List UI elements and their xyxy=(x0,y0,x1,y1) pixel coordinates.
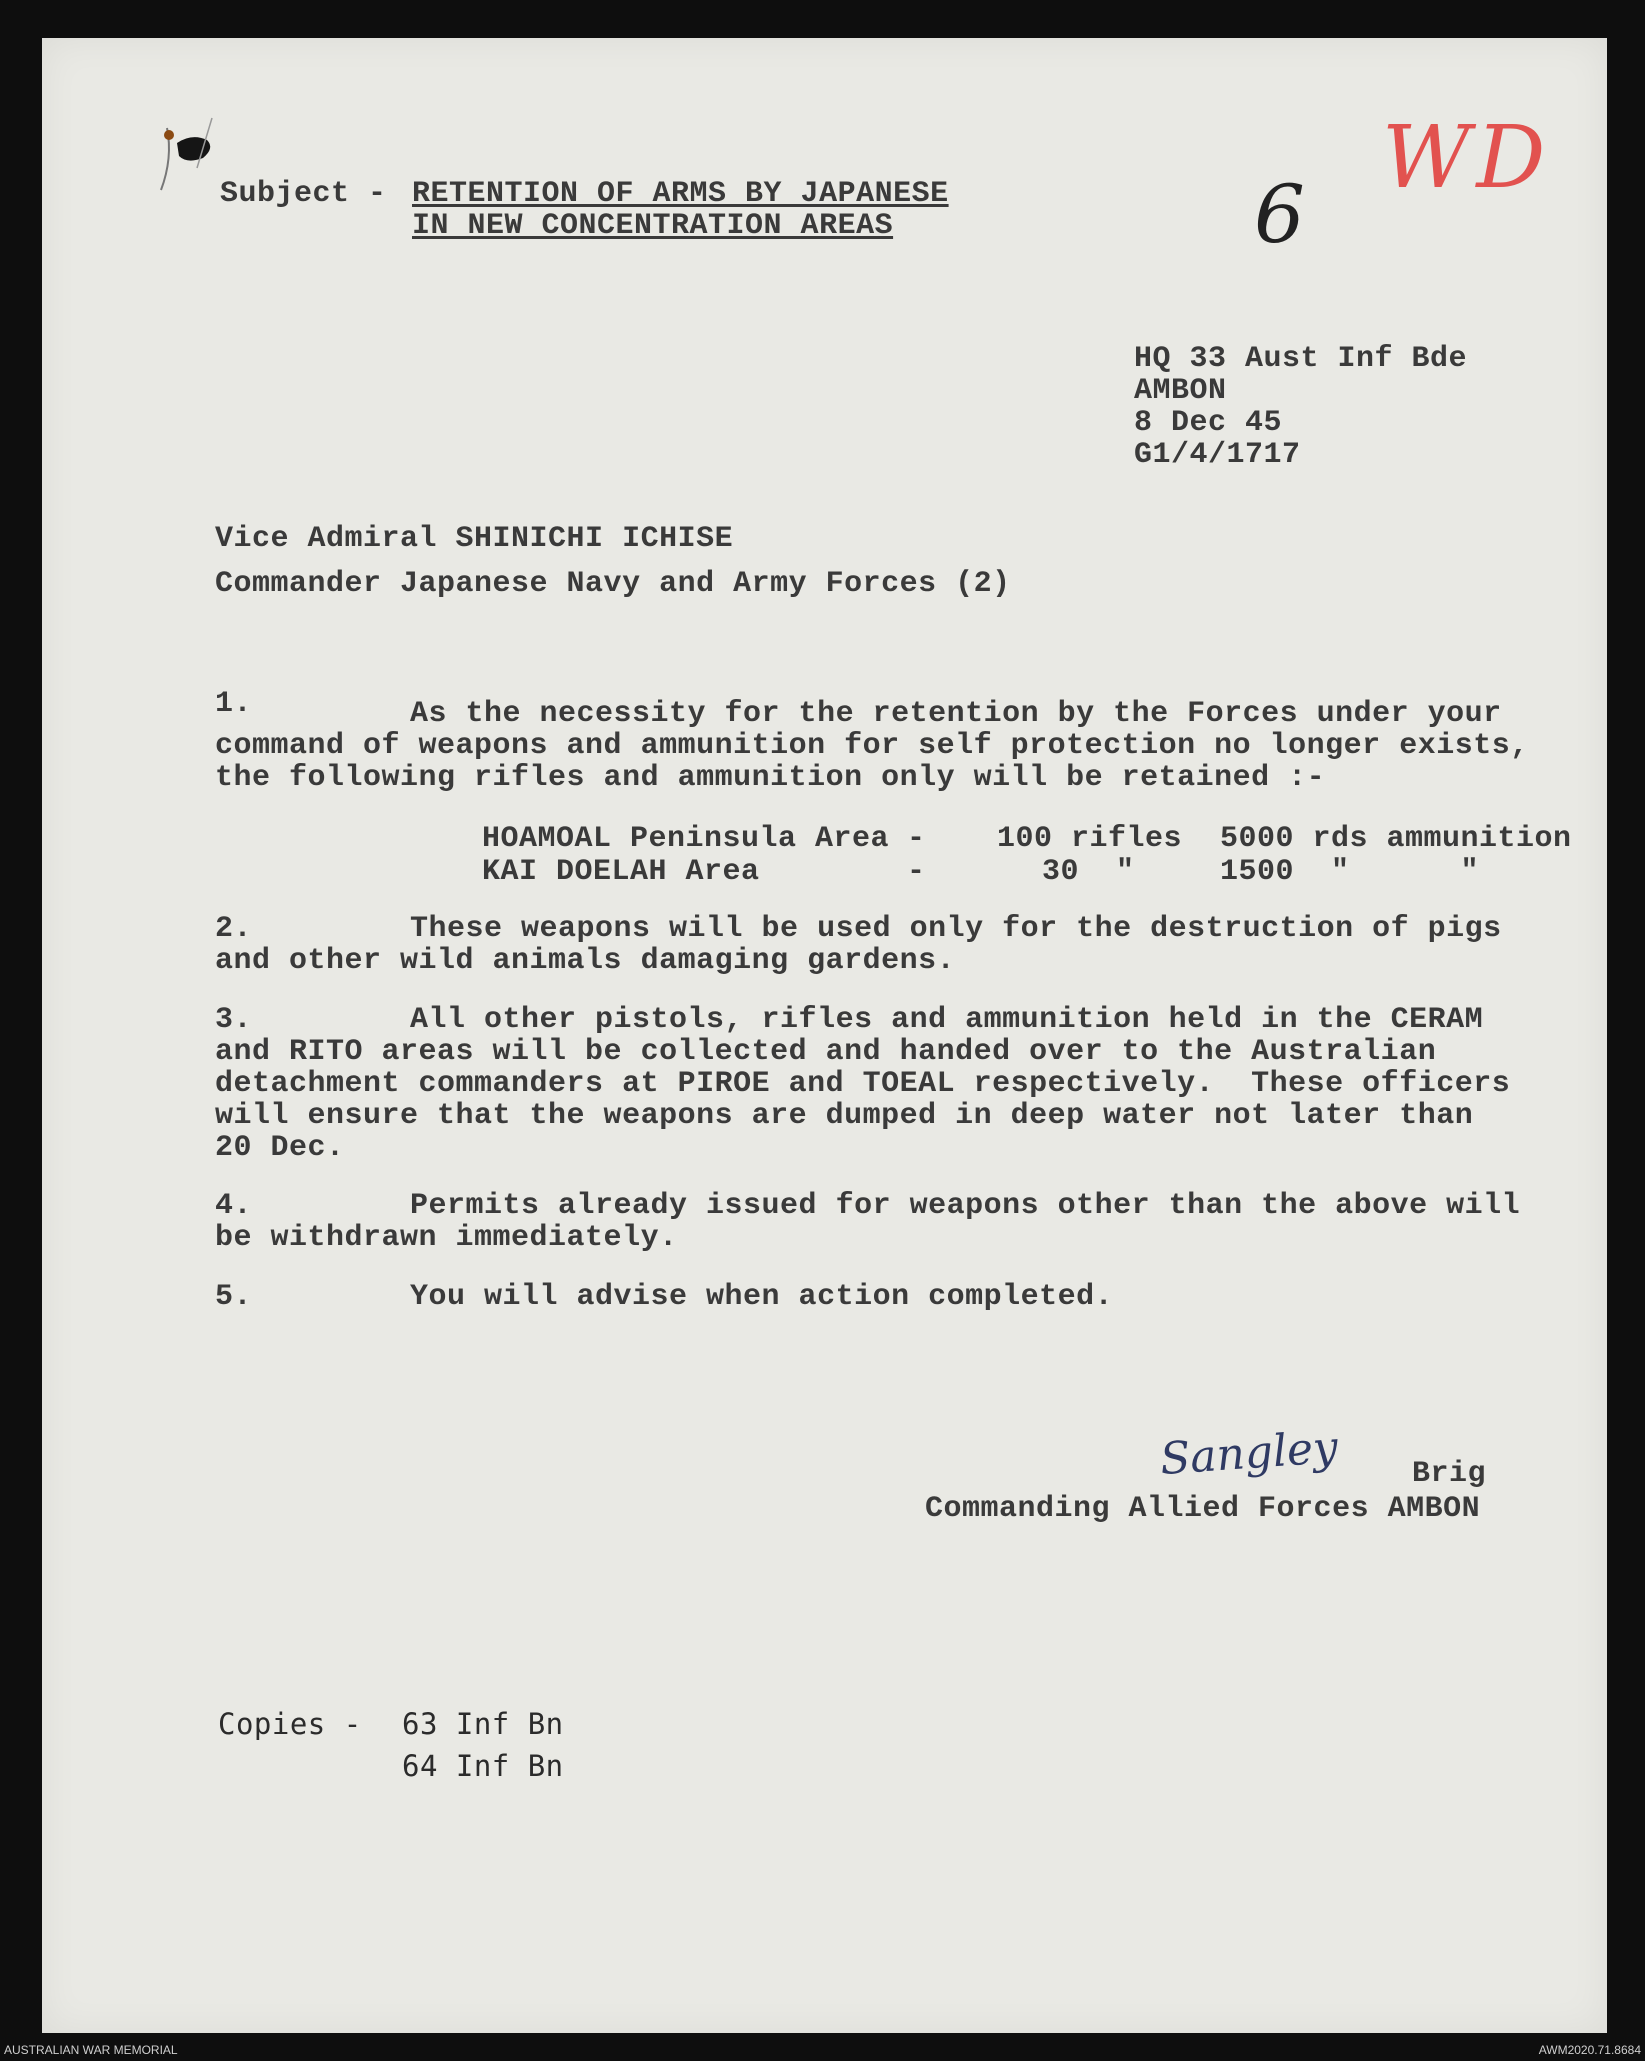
signature-title: Commanding Allied Forces AMBON xyxy=(925,1492,1481,1526)
paragraph-5-number: 5. xyxy=(215,1280,253,1314)
paragraph-4-number: 4. xyxy=(215,1189,253,1223)
handwritten-signature: Sangley xyxy=(1158,1421,1340,1486)
paragraph-2-line-2: and other wild animals damaging gardens. xyxy=(215,944,956,978)
paragraph-3-line-2: and RITO areas will be collected and handed over to the Australian xyxy=(215,1035,1437,1069)
allocation-row-2-area: KAI DOELAH Area xyxy=(482,855,760,889)
allocation-row-1-dash: - xyxy=(907,822,926,856)
paragraph-1-line-2: command of weapons and ammunition for self protection no longer exists, xyxy=(215,729,1529,763)
paragraph-5-line-1: You will advise when action completed. xyxy=(410,1280,1114,1314)
header-place: AMBON xyxy=(1134,374,1227,408)
paragraph-2-line-1: These weapons will be used only for the destruction of pigs xyxy=(410,912,1502,946)
header-ref: G1/4/1717 xyxy=(1134,438,1301,472)
header-date: 8 Dec 45 xyxy=(1134,406,1283,440)
header-unit: HQ 33 Aust Inf Bde xyxy=(1134,342,1468,376)
subject-label: Subject - xyxy=(220,177,387,211)
paragraph-1-number: 1. xyxy=(215,687,253,721)
paragraph-3-line-4: will ensure that the weapons are dumped in deep water not later than xyxy=(215,1099,1474,1133)
paragraph-1-line-1: As the necessity for the retention by the Forces under your xyxy=(410,697,1502,731)
paragraph-3-line-3: detachment commanders at PIROE and TOEAL respectively. These officers xyxy=(215,1067,1511,1101)
allocation-row-2-dash: - xyxy=(907,855,926,889)
wd-annotation: WD xyxy=(1382,108,1552,208)
paragraph-3-number: 3. xyxy=(215,1003,253,1037)
addressee-name: Vice Admiral SHINICHI ICHISE xyxy=(215,522,734,556)
addressee-title: Commander Japanese Navy and Army Forces (2) xyxy=(215,567,1011,601)
paragraph-4-line-2: be withdrawn immediately. xyxy=(215,1221,678,1255)
copies-item-2: 64 Inf Bn xyxy=(402,1749,564,1783)
paragraph-3-line-5: 20 Dec. xyxy=(215,1131,345,1165)
document-page xyxy=(42,38,1607,2033)
page-number-annotation: 6 xyxy=(1254,168,1305,261)
paragraph-1-line-3: the following rifles and ammunition only will be retained :- xyxy=(215,761,1326,795)
allocation-row-2-ammo: 1500 " " xyxy=(1220,855,1480,889)
subject-line-1: RETENTION OF ARMS BY JAPANESE xyxy=(412,177,949,211)
paragraph-2-number: 2. xyxy=(215,912,253,946)
signature-rank: Brig xyxy=(1412,1457,1487,1491)
allocation-row-1-area: HOAMOAL Peninsula Area xyxy=(482,822,890,856)
paragraph-4-line-1: Permits already issued for weapons other than the above will xyxy=(410,1189,1521,1223)
allocation-row-1-rifles: 100 rifles xyxy=(997,822,1183,856)
copies-item-1: 63 Inf Bn xyxy=(402,1707,564,1741)
allocation-row-2-rifles: 30 " xyxy=(1042,855,1135,889)
subject-line-2: IN NEW CONCENTRATION AREAS xyxy=(412,209,894,243)
allocation-row-1-ammo: 5000 rds ammunition xyxy=(1220,822,1572,856)
paragraph-3-line-1: All other pistols, rifles and ammunition held in the CERAM xyxy=(410,1003,1484,1037)
copies-label: Copies - xyxy=(218,1707,362,1741)
footer-accession-number: AWM2020.71.8684 xyxy=(1538,2043,1641,2057)
footer-archive-name: AUSTRALIAN WAR MEMORIAL xyxy=(4,2043,178,2057)
